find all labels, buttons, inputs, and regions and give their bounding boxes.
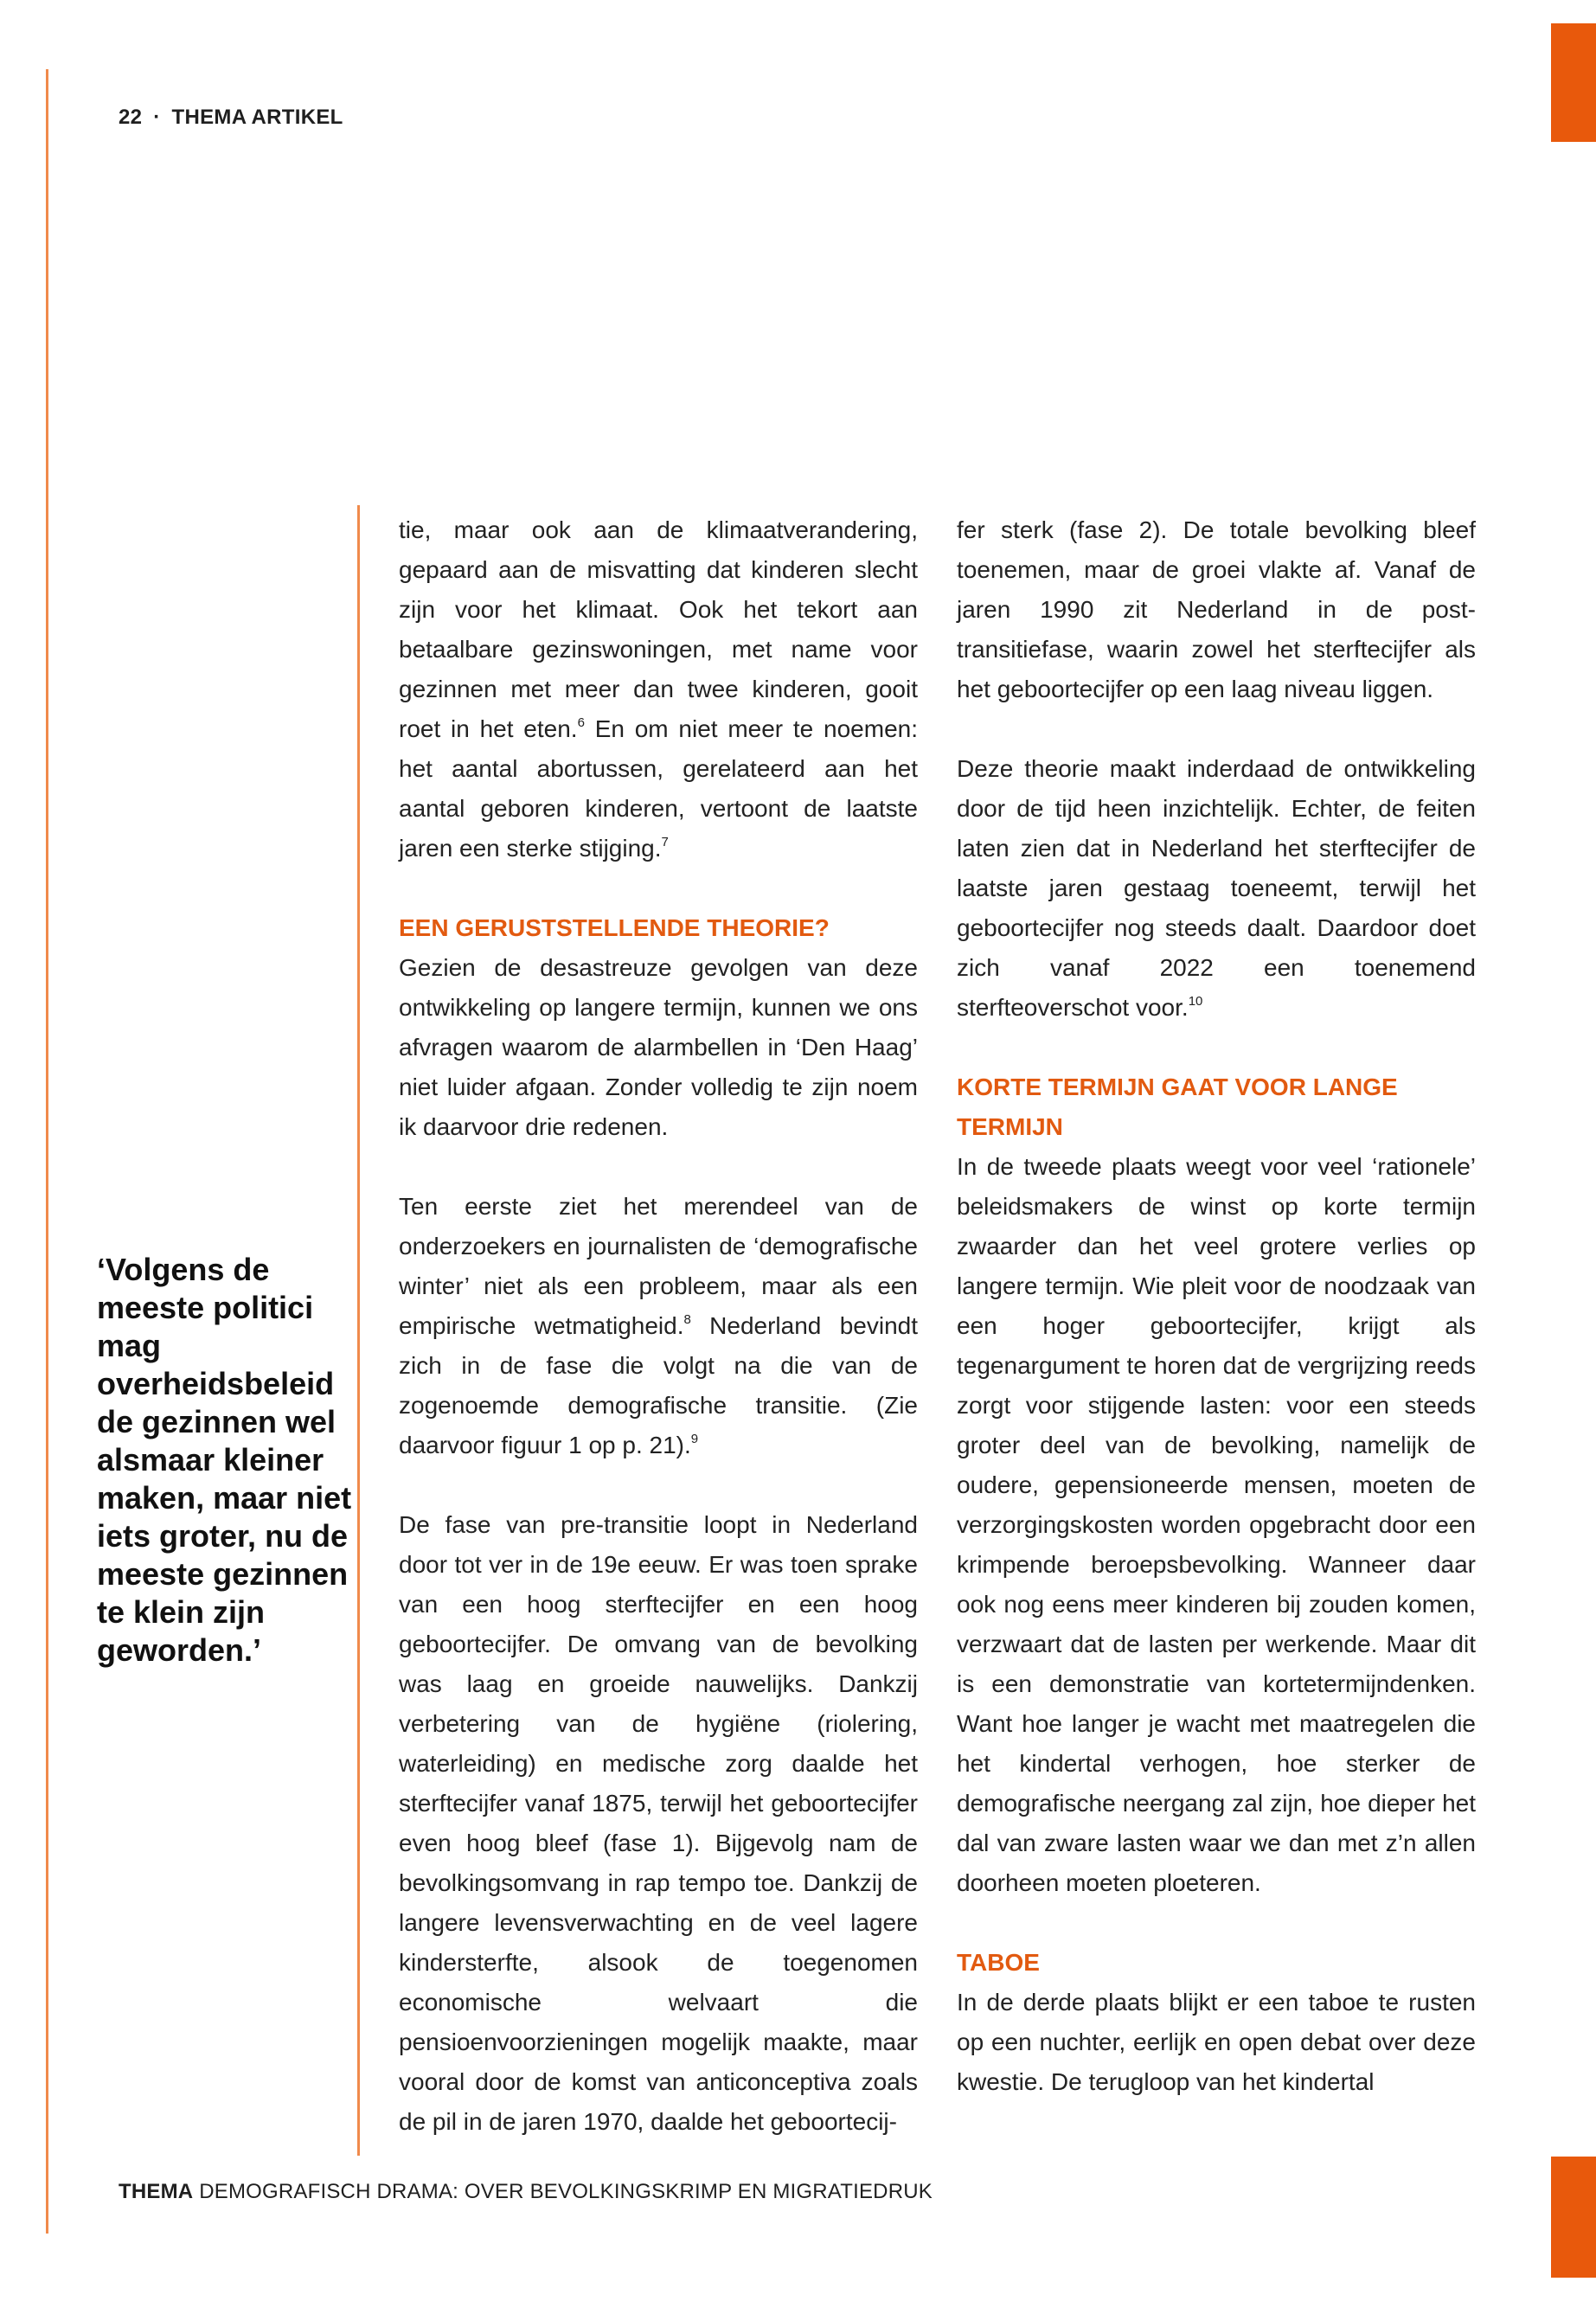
footer-brand: THEMA <box>119 2180 194 2203</box>
section-heading: TABOE <box>957 1949 1040 1976</box>
section-heading: KORTE TERMIJN GAAT VOOR LANGE TERMIJN <box>957 1074 1398 1140</box>
footer-title: DEMOGRAFISCH DRAMA: OVER BEVOLKINGSKRIMP EN MIGRATIEDRUK <box>199 2180 933 2203</box>
paragraph: De fase van pre-transitie loopt in Nederland door tot ver in de 19e eeuw. Er was toen sprake van een hoog sterftecijfer en een hoog geboortecijfer. De omvang van de bevolking was laag en groeide nauwelijks. Dankzij verbetering van de hygiëne (riolering, waterleiding) en medische zorg daalde het sterftecijfer vanaf 1875, terwijl het geboortecijfer even hoog bleef (fase 1). Bijgevolg nam de bevolkingsomvang in rap tempo toe. Dankzij de langere levensverwachting en de veel lagere kindersterfte, alsook de toegenomen economische welvaart die pensioenvoorzieningen mogelijk maakte, maar vooral door de komst van anticonceptiva zoals de pil in de jaren 1970, daalde het geboortecij- <box>399 1511 918 2135</box>
paragraph: Ten eerste ziet het merendeel van de onderzoekers en journalisten de ‘demografische winter’ niet als een probleem, maar als een empirische wetmatigheid.$^8$ Nederland bevindt zich in de fase die volgt na die van de zogenoemde demografische transitie. (Zie daarvoor figuur 1 op p. 21).$^9$ <box>399 1193 918 1458</box>
orange-tab-bottom <box>1551 2157 1596 2278</box>
footnote-ref: 9 <box>690 1432 699 1446</box>
footnote-ref: 6 <box>577 715 585 730</box>
left-margin-rule <box>46 69 48 2234</box>
paragraph: fer sterk (fase 2). De totale bevolking bleef toenemen, maar de groei vlakte af. Vanaf de jaren 1990 zit Nederland in de post-transitiefase, waarin zowel het sterftecijfer als het geboortecijfer op een laag niveau liggen. <box>957 516 1476 702</box>
column-divider-rule <box>357 505 360 2156</box>
paragraph: In de tweede plaats weegt voor veel ‘rationele’ beleidsmakers de winst op korte termijn zwaarder dan het veel grotere verlies op langere termijn. Wie pleit voor de noodzaak van een hoger geboortecijfer, krijgt als tegenargument te horen dat de vergrijzing reeds zorgt voor stijgende lasten: voor een steeds groter deel van de bevolking, namelijk de oudere, gepensioneerde mensen, moeten de verzorgingskosten worden opgebracht door een krimpende beroepsbevolking. Wanneer daar ook nog eens meer kinderen bij zouden komen, verzwaart dat de lasten per werkende. Maar dit is een demonstratie van kortetermijndenken. Want hoe langer je wacht met maatregelen die het kindertal verhogen, hoe sterker de demografische neergang zal zijn, hoe dieper het dal van zware lasten waar we dan met z’n allen doorheen moeten ploeteren. <box>957 1153 1476 1896</box>
paragraph: Gezien de desastreuze gevolgen van deze ontwikkeling op langere termijn, kunnen we ons afvragen waarom de alarmbellen in ‘Den Haag’ niet luider afgaan. Zonder volledig te zijn noem ik daarvoor drie redenen. <box>399 954 918 1140</box>
footnote-ref: 10 <box>1188 994 1203 1009</box>
header-separator: · <box>153 106 161 129</box>
paragraph: tie, maar ook aan de klimaatverandering, gepaard aan de misvatting dat kinderen slecht zijn voor het klimaat. Ook het tekort aan betaalbare gezinswoningen, met name voor gezinnen met meer dan twee kinderen, gooit roet in het eten.$^6$ En om niet meer te noemen: het aantal abortussen, gerelateerd aan het aantal geboren kinderen, vertoont de laatste jaren een sterke stijging.$^7$ <box>399 516 918 862</box>
page-header <box>119 106 343 130</box>
section-heading: EEN GERUSTSTELLENDE THEORIE? <box>399 914 830 941</box>
paragraph: Deze theorie maakt inderdaad de ontwikkeling door de tijd heen inzichtelijk. Echter, de feiten laten zien dat in Nederland het sterftecijfer de laatste jaren gestaag toeneemt, terwijl het geboortecijfer nog steeds daalt. Daardoor doet zich vanaf 2022 een toenemend sterfteoverschot voor.$^{10}$ <box>957 755 1476 1021</box>
article-column-1 <box>399 510 918 2182</box>
section-label: THEMA ARTIKEL <box>171 106 343 129</box>
orange-tab-top <box>1551 23 1596 142</box>
footnote-ref: 8 <box>683 1312 691 1327</box>
page-footer <box>119 2180 933 2204</box>
paragraph: In de derde plaats blijkt er een taboe te rusten op een nuchter, eerlijk en open debat over deze kwestie. De terugloop van het kindertal <box>957 1989 1476 2095</box>
article-column-2 <box>957 510 1476 2142</box>
page-number: 22 <box>119 106 143 129</box>
footnote-ref: 7 <box>661 835 669 849</box>
pull-quote: ‘Volgens de meeste politici mag overheidsbeleid de gezinnen wel alsmaar kleiner maken, maar niet iets groter, nu de meeste gezinnen te klein zijn geworden.’ <box>97 1252 352 1668</box>
